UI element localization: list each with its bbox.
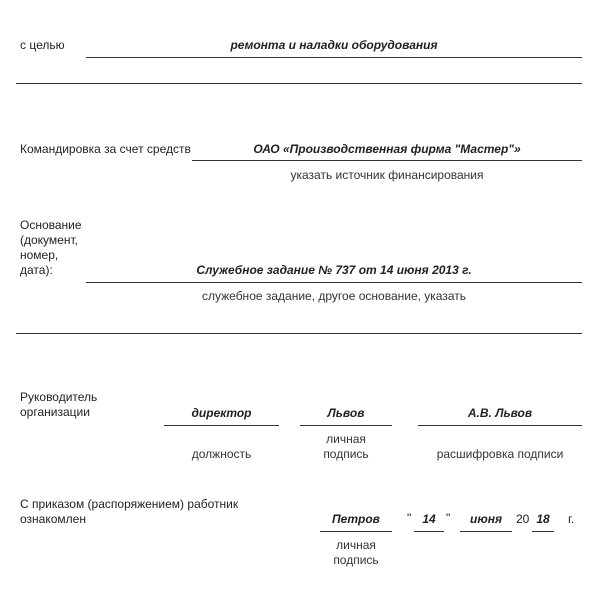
basis-label: Основание (документ, номер, дата): (20, 218, 82, 277)
purpose-value: ремонта и наладки оборудования (230, 38, 438, 52)
date-year-suffix: 18 (536, 512, 550, 526)
employee-signature-caption: личная подпись (333, 538, 379, 567)
acknowledgement-label: С приказом (распоряжением) работник ознакомлен (20, 497, 239, 526)
section-divider-1 (16, 83, 582, 84)
date-quote-open: " (407, 511, 412, 525)
head-label: Руководитель организации (20, 390, 98, 419)
section-divider-2 (16, 333, 582, 334)
purpose-label: с целью (20, 38, 65, 52)
head-signature-caption: личная подпись (323, 432, 369, 461)
head-name-underline (418, 425, 582, 426)
date-quote-close: " (446, 511, 451, 525)
date-month: июня (469, 512, 503, 526)
date-year-unit: г. (568, 512, 575, 526)
funding-caption: указать источник финансирования (290, 168, 484, 182)
funding-underline (192, 160, 582, 161)
date-day-underline (414, 531, 444, 532)
head-name-caption: расшифровка подписи (436, 447, 564, 461)
purpose-underline (86, 57, 582, 58)
date-year-prefix: 20 (516, 512, 530, 526)
employee-signature: Петров (332, 512, 380, 526)
funding-label: Командировка за счет средств (20, 142, 191, 156)
basis-underline (86, 282, 582, 283)
head-position: директор (191, 406, 252, 420)
basis-value: Служебное задание № 737 от 14 июня 2013 г. (196, 263, 472, 277)
head-signature-underline (300, 425, 392, 426)
date-year-underline (532, 531, 554, 532)
basis-caption: служебное задание, другое основание, указать (201, 289, 467, 303)
head-position-caption: должность (191, 447, 252, 461)
date-month-underline (460, 531, 512, 532)
employee-signature-underline (320, 531, 392, 532)
head-position-underline (164, 425, 279, 426)
date-day: 14 (422, 512, 436, 526)
head-name: А.В. Львов (467, 406, 533, 420)
funding-value: ОАО «Производственная фирма "Мастер"» (253, 142, 521, 156)
head-signature: Львов (327, 406, 365, 420)
